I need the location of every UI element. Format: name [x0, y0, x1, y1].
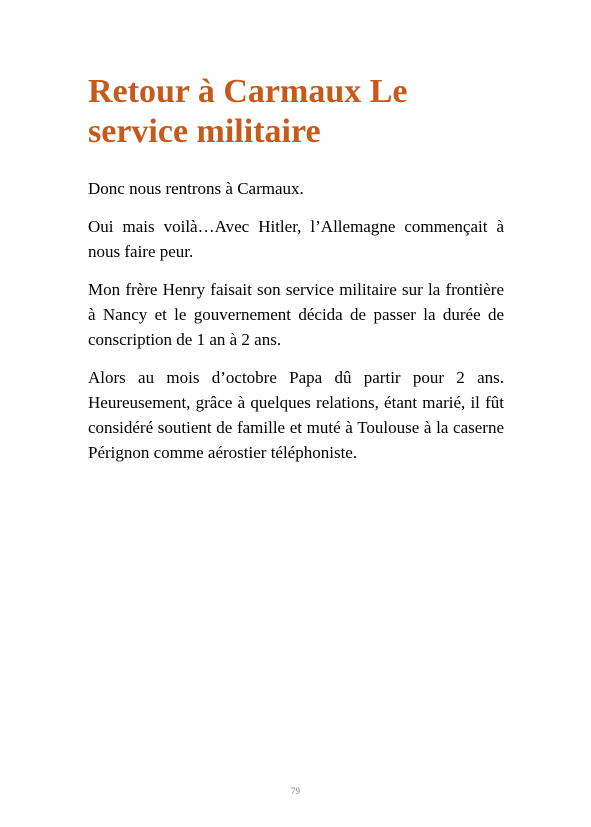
paragraph-2: Oui mais voilà…Avec Hitler, l’Allemagne commençait à nous faire peur.: [88, 217, 504, 261]
paragraph-4: Alors au mois d’octobre Papa dû partir pour 2 ans. Heureusement, grâce à quelques relations, étant marié, il fût considéré soutient de famille et muté à Toulouse à la caserne Pérignon comme aérostier téléphoniste.: [88, 368, 504, 462]
page-number: 79: [291, 786, 300, 796]
body-text: [88, 176, 504, 478]
chapter-title: Retour à Carmaux Le service militaire: [88, 73, 408, 150]
paragraph-3: Mon frère Henry faisait son service militaire sur la frontière à Nancy et le gouvernement décida de passer la durée de conscription de 1 an à 2 ans.: [88, 280, 504, 349]
paragraph-1: Donc nous rentrons à Carmaux.: [88, 179, 304, 198]
